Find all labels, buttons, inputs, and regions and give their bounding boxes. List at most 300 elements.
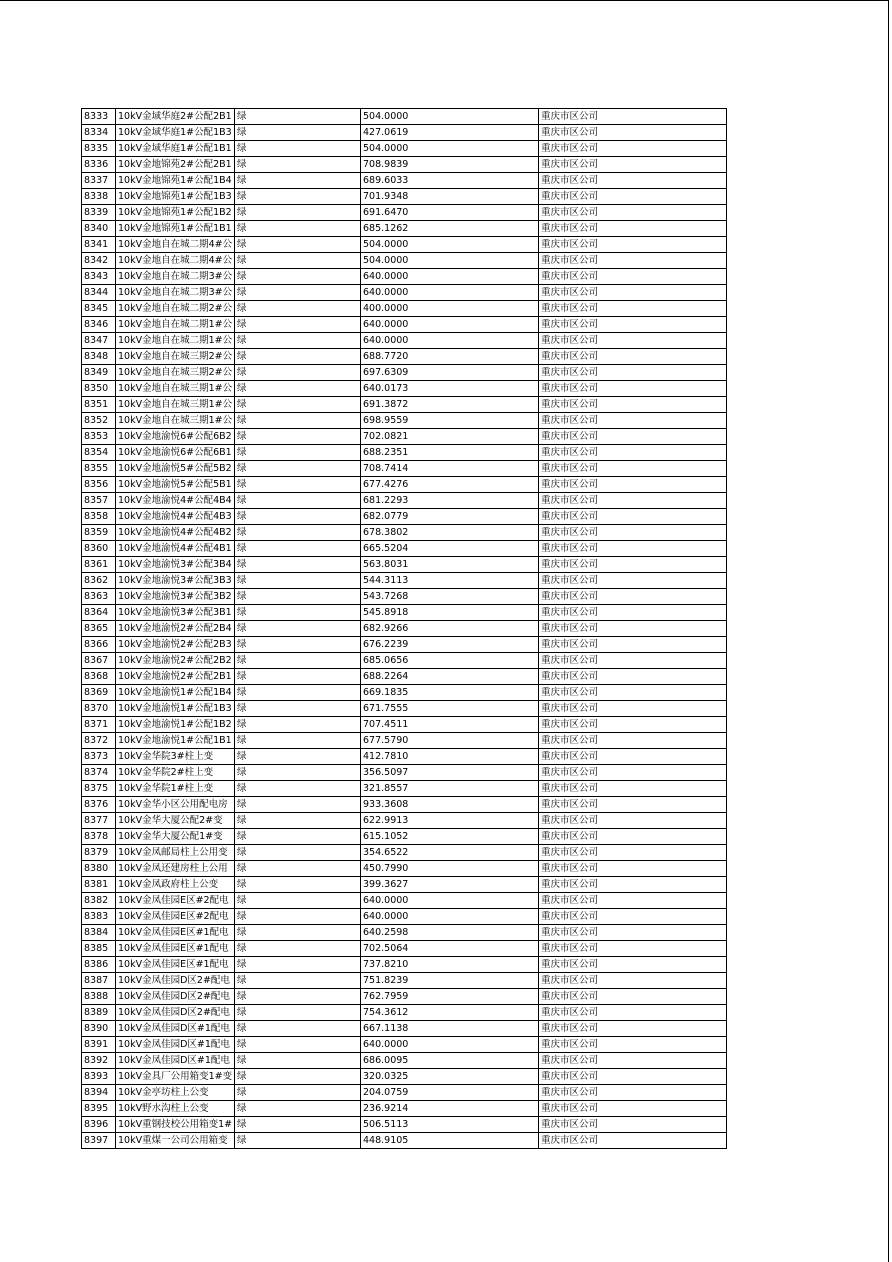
status-cell: 绿 [235, 541, 361, 557]
status-cell: 绿 [235, 653, 361, 669]
table-row [82, 1085, 727, 1101]
row-id-cell: 8370 [82, 701, 116, 717]
table-row [82, 525, 727, 541]
table-row [82, 365, 727, 381]
transformer-name-cell: 10kV金地自在城二期4#公 [116, 253, 235, 269]
table-row [82, 1053, 727, 1069]
value-cell: 545.8918 [361, 605, 539, 621]
transformer-name-cell: 10kV重钢技校公用箱变1# [116, 1117, 235, 1133]
company-cell: 重庆市区公司 [539, 141, 727, 157]
table-row [82, 109, 727, 125]
row-id-cell: 8338 [82, 189, 116, 205]
value-cell: 622.9913 [361, 813, 539, 829]
row-id-cell: 8347 [82, 333, 116, 349]
transformer-name-cell: 10kV金域华庭2#公配2B1 [116, 109, 235, 125]
status-cell: 绿 [235, 397, 361, 413]
row-id-cell: 8374 [82, 765, 116, 781]
transformer-name-cell: 10kV金地渝悦1#公配1B1 [116, 733, 235, 749]
table-row [82, 621, 727, 637]
transformer-name-cell: 10kV金地自在城二期1#公 [116, 317, 235, 333]
company-cell: 重庆市区公司 [539, 301, 727, 317]
company-cell: 重庆市区公司 [539, 605, 727, 621]
company-cell: 重庆市区公司 [539, 669, 727, 685]
value-cell: 676.2239 [361, 637, 539, 653]
transformer-name-cell: 10kV金地自在城二期3#公 [116, 285, 235, 301]
table-row [82, 253, 727, 269]
table-row [82, 461, 727, 477]
company-cell: 重庆市区公司 [539, 845, 727, 861]
row-id-cell: 8360 [82, 541, 116, 557]
transformer-name-cell: 10kV金地渝悦4#公配4B3 [116, 509, 235, 525]
row-id-cell: 8388 [82, 989, 116, 1005]
transformer-name-cell: 10kV金地锦苑1#公配1B3 [116, 189, 235, 205]
status-cell: 绿 [235, 189, 361, 205]
transformer-name-cell: 10kV金凤佳园E区#1配电 [116, 941, 235, 957]
transformer-name-cell: 10kV金地渝悦1#公配1B4 [116, 685, 235, 701]
table-row [82, 173, 727, 189]
value-cell: 640.0000 [361, 333, 539, 349]
table-row [82, 957, 727, 973]
row-id-cell: 8373 [82, 749, 116, 765]
table-row [82, 429, 727, 445]
value-cell: 689.6033 [361, 173, 539, 189]
row-id-cell: 8354 [82, 445, 116, 461]
transformer-name-cell: 10kV金地渝悦6#公配6B1 [116, 445, 235, 461]
row-id-cell: 8379 [82, 845, 116, 861]
transformer-name-cell: 10kV金地渝悦1#公配1B3 [116, 701, 235, 717]
company-cell: 重庆市区公司 [539, 781, 727, 797]
value-cell: 691.3872 [361, 397, 539, 413]
transformer-name-cell: 10kV金地自在城三期2#公 [116, 365, 235, 381]
company-cell: 重庆市区公司 [539, 1117, 727, 1133]
status-cell: 绿 [235, 413, 361, 429]
company-cell: 重庆市区公司 [539, 925, 727, 941]
table-row [82, 685, 727, 701]
transformer-name-cell: 10kV金地自在城三期1#公 [116, 381, 235, 397]
table-row [82, 989, 727, 1005]
status-cell: 绿 [235, 973, 361, 989]
transformer-name-cell: 10kV金凤还建房柱上公用 [116, 861, 235, 877]
status-cell: 绿 [235, 717, 361, 733]
company-cell: 重庆市区公司 [539, 237, 727, 253]
row-id-cell: 8339 [82, 205, 116, 221]
status-cell: 绿 [235, 477, 361, 493]
value-cell: 356.5097 [361, 765, 539, 781]
transformer-name-cell: 10kV金华大厦公配1#变 [116, 829, 235, 845]
row-id-cell: 8368 [82, 669, 116, 685]
row-id-cell: 8389 [82, 1005, 116, 1021]
value-cell: 702.5064 [361, 941, 539, 957]
company-cell: 重庆市区公司 [539, 797, 727, 813]
table-row [82, 893, 727, 909]
transformer-name-cell: 10kV金凤佳园D区2#配电 [116, 1005, 235, 1021]
row-id-cell: 8397 [82, 1133, 116, 1149]
value-cell: 682.9266 [361, 621, 539, 637]
transformer-name-cell: 10kV金华大厦公配2#变 [116, 813, 235, 829]
transformer-name-cell: 10kV金华院3#柱上变 [116, 749, 235, 765]
table-row [82, 717, 727, 733]
row-id-cell: 8391 [82, 1037, 116, 1053]
value-cell: 543.7268 [361, 589, 539, 605]
page-right-rule [888, 0, 889, 1262]
company-cell: 重庆市区公司 [539, 317, 727, 333]
value-cell: 504.0000 [361, 253, 539, 269]
status-cell: 绿 [235, 333, 361, 349]
value-cell: 236.9214 [361, 1101, 539, 1117]
status-cell: 绿 [235, 1133, 361, 1149]
value-cell: 933.3608 [361, 797, 539, 813]
row-id-cell: 8381 [82, 877, 116, 893]
status-cell: 绿 [235, 461, 361, 477]
value-cell: 667.1138 [361, 1021, 539, 1037]
value-cell: 640.0000 [361, 909, 539, 925]
table-row [82, 413, 727, 429]
table-row [82, 157, 727, 173]
transformer-name-cell: 10kV金凤佳园D区#1配电 [116, 1053, 235, 1069]
value-cell: 678.3802 [361, 525, 539, 541]
transformer-name-cell: 10kV金地自在城三期2#公 [116, 349, 235, 365]
company-cell: 重庆市区公司 [539, 653, 727, 669]
value-cell: 640.0000 [361, 1037, 539, 1053]
value-cell: 681.2293 [361, 493, 539, 509]
company-cell: 重庆市区公司 [539, 285, 727, 301]
status-cell: 绿 [235, 1117, 361, 1133]
status-cell: 绿 [235, 573, 361, 589]
row-id-cell: 8352 [82, 413, 116, 429]
row-id-cell: 8375 [82, 781, 116, 797]
table-row [82, 765, 727, 781]
row-id-cell: 8385 [82, 941, 116, 957]
row-id-cell: 8357 [82, 493, 116, 509]
status-cell: 绿 [235, 1053, 361, 1069]
value-cell: 504.0000 [361, 141, 539, 157]
table-row [82, 285, 727, 301]
company-cell: 重庆市区公司 [539, 1005, 727, 1021]
table-row [82, 637, 727, 653]
table-row [82, 1069, 727, 1085]
value-cell: 677.4276 [361, 477, 539, 493]
transformer-name-cell: 10kV金地锦苑2#公配2B1 [116, 157, 235, 173]
table-row [82, 269, 727, 285]
status-cell: 绿 [235, 1005, 361, 1021]
table-row [82, 701, 727, 717]
status-cell: 绿 [235, 989, 361, 1005]
company-cell: 重庆市区公司 [539, 1021, 727, 1037]
transformer-name-cell: 10kV金地渝悦3#公配3B2 [116, 589, 235, 605]
row-id-cell: 8383 [82, 909, 116, 925]
company-cell: 重庆市区公司 [539, 397, 727, 413]
transformer-name-cell: 10kV金地渝悦1#公配1B2 [116, 717, 235, 733]
company-cell: 重庆市区公司 [539, 957, 727, 973]
table-row [82, 749, 727, 765]
value-cell: 615.1052 [361, 829, 539, 845]
value-cell: 671.7555 [361, 701, 539, 717]
table-row [82, 781, 727, 797]
company-cell: 重庆市区公司 [539, 717, 727, 733]
status-cell: 绿 [235, 893, 361, 909]
table-row [82, 141, 727, 157]
value-cell: 686.0095 [361, 1053, 539, 1069]
transformer-name-cell: 10kV金地自在城三期1#公 [116, 397, 235, 413]
table-row [82, 237, 727, 253]
table-row [82, 189, 727, 205]
table-row [82, 653, 727, 669]
company-cell: 重庆市区公司 [539, 941, 727, 957]
row-id-cell: 8344 [82, 285, 116, 301]
table-row [82, 909, 727, 925]
table-row [82, 973, 727, 989]
transformer-name-cell: 10kV金华院1#柱上变 [116, 781, 235, 797]
table-row [82, 493, 727, 509]
value-cell: 640.0000 [361, 317, 539, 333]
row-id-cell: 8386 [82, 957, 116, 973]
company-cell: 重庆市区公司 [539, 621, 727, 637]
value-cell: 688.7720 [361, 349, 539, 365]
transformer-name-cell: 10kV金凤佳园D区#1配电 [116, 1021, 235, 1037]
value-cell: 688.2264 [361, 669, 539, 685]
company-cell: 重庆市区公司 [539, 877, 727, 893]
table-body [82, 109, 727, 1149]
status-cell: 绿 [235, 445, 361, 461]
row-id-cell: 8343 [82, 269, 116, 285]
table-row [82, 845, 727, 861]
value-cell: 399.3627 [361, 877, 539, 893]
company-cell: 重庆市区公司 [539, 637, 727, 653]
table-row [82, 733, 727, 749]
status-cell: 绿 [235, 605, 361, 621]
status-cell: 绿 [235, 285, 361, 301]
transformer-name-cell: 10kV金地渝悦6#公配6B2 [116, 429, 235, 445]
value-cell: 640.0000 [361, 893, 539, 909]
row-id-cell: 8358 [82, 509, 116, 525]
table-row [82, 477, 727, 493]
row-id-cell: 8392 [82, 1053, 116, 1069]
status-cell: 绿 [235, 1085, 361, 1101]
value-cell: 677.5790 [361, 733, 539, 749]
status-cell: 绿 [235, 749, 361, 765]
transformer-name-cell: 10kV金地渝悦2#公配2B4 [116, 621, 235, 637]
table-row [82, 445, 727, 461]
status-cell: 绿 [235, 621, 361, 637]
value-cell: 506.5113 [361, 1117, 539, 1133]
company-cell: 重庆市区公司 [539, 461, 727, 477]
row-id-cell: 8369 [82, 685, 116, 701]
value-cell: 544.3113 [361, 573, 539, 589]
table-row [82, 589, 727, 605]
company-cell: 重庆市区公司 [539, 269, 727, 285]
value-cell: 504.0000 [361, 237, 539, 253]
status-cell: 绿 [235, 685, 361, 701]
row-id-cell: 8382 [82, 893, 116, 909]
status-cell: 绿 [235, 109, 361, 125]
transformer-name-cell: 10kV金凤佳园E区#1配电 [116, 957, 235, 973]
company-cell: 重庆市区公司 [539, 701, 727, 717]
company-cell: 重庆市区公司 [539, 829, 727, 845]
transformer-name-cell: 10kV金地渝悦2#公配2B1 [116, 669, 235, 685]
company-cell: 重庆市区公司 [539, 909, 727, 925]
row-id-cell: 8340 [82, 221, 116, 237]
status-cell: 绿 [235, 925, 361, 941]
company-cell: 重庆市区公司 [539, 381, 727, 397]
transformer-name-cell: 10kV金华小区公用配电房 [116, 797, 235, 813]
status-cell: 绿 [235, 1037, 361, 1053]
transformer-name-cell: 10kV金地自在城二期4#公 [116, 237, 235, 253]
value-cell: 754.3612 [361, 1005, 539, 1021]
company-cell: 重庆市区公司 [539, 1037, 727, 1053]
transformer-name-cell: 10kV金地渝悦4#公配4B2 [116, 525, 235, 541]
table-row [82, 1005, 727, 1021]
status-cell: 绿 [235, 381, 361, 397]
company-cell: 重庆市区公司 [539, 749, 727, 765]
status-cell: 绿 [235, 829, 361, 845]
row-id-cell: 8355 [82, 461, 116, 477]
value-cell: 640.0000 [361, 269, 539, 285]
transformer-name-cell: 10kV金具厂公用箱变1#变 [116, 1069, 235, 1085]
company-cell: 重庆市区公司 [539, 1133, 727, 1149]
row-id-cell: 8396 [82, 1117, 116, 1133]
company-cell: 重庆市区公司 [539, 477, 727, 493]
value-cell: 762.7959 [361, 989, 539, 1005]
company-cell: 重庆市区公司 [539, 333, 727, 349]
company-cell: 重庆市区公司 [539, 541, 727, 557]
status-cell: 绿 [235, 637, 361, 653]
row-id-cell: 8356 [82, 477, 116, 493]
company-cell: 重庆市区公司 [539, 733, 727, 749]
status-cell: 绿 [235, 733, 361, 749]
table-row [82, 509, 727, 525]
status-cell: 绿 [235, 205, 361, 221]
table-row [82, 797, 727, 813]
row-id-cell: 8333 [82, 109, 116, 125]
value-cell: 708.9839 [361, 157, 539, 173]
value-cell: 450.7990 [361, 861, 539, 877]
transformer-name-cell: 10kV金地渝悦3#公配3B4 [116, 557, 235, 573]
row-id-cell: 8334 [82, 125, 116, 141]
transformer-name-cell: 10kV金地渝悦2#公配2B2 [116, 653, 235, 669]
value-cell: 737.8210 [361, 957, 539, 973]
value-cell: 691.6470 [361, 205, 539, 221]
table-row [82, 541, 727, 557]
transformer-name-cell: 10kV金地渝悦4#公配4B1 [116, 541, 235, 557]
value-cell: 640.0000 [361, 285, 539, 301]
status-cell: 绿 [235, 909, 361, 925]
transformer-name-cell: 10kV金地渝悦2#公配2B3 [116, 637, 235, 653]
table-row [82, 941, 727, 957]
row-id-cell: 8351 [82, 397, 116, 413]
transformer-name-cell: 10kV金地锦苑1#公配1B2 [116, 205, 235, 221]
company-cell: 重庆市区公司 [539, 509, 727, 525]
transformer-name-cell: 10kV金凤佳园E区#1配电 [116, 925, 235, 941]
value-cell: 412.7810 [361, 749, 539, 765]
row-id-cell: 8390 [82, 1021, 116, 1037]
company-cell: 重庆市区公司 [539, 189, 727, 205]
row-id-cell: 8371 [82, 717, 116, 733]
company-cell: 重庆市区公司 [539, 1085, 727, 1101]
company-cell: 重庆市区公司 [539, 205, 727, 221]
row-id-cell: 8394 [82, 1085, 116, 1101]
value-cell: 698.9559 [361, 413, 539, 429]
row-id-cell: 8393 [82, 1069, 116, 1085]
company-cell: 重庆市区公司 [539, 125, 727, 141]
company-cell: 重庆市区公司 [539, 429, 727, 445]
company-cell: 重庆市区公司 [539, 813, 727, 829]
value-cell: 354.6522 [361, 845, 539, 861]
row-id-cell: 8350 [82, 381, 116, 397]
row-id-cell: 8346 [82, 317, 116, 333]
company-cell: 重庆市区公司 [539, 685, 727, 701]
status-cell: 绿 [235, 765, 361, 781]
transformer-name-cell: 10kV金地锦苑1#公配1B4 [116, 173, 235, 189]
company-cell: 重庆市区公司 [539, 413, 727, 429]
transformer-name-cell: 10kV金域华庭1#公配1B3 [116, 125, 235, 141]
row-id-cell: 8363 [82, 589, 116, 605]
row-id-cell: 8365 [82, 621, 116, 637]
transformer-name-cell: 10kV野水沟柱上公变 [116, 1101, 235, 1117]
status-cell: 绿 [235, 509, 361, 525]
transformer-name-cell: 10kV金地自在城三期1#公 [116, 413, 235, 429]
company-cell: 重庆市区公司 [539, 557, 727, 573]
value-cell: 665.5204 [361, 541, 539, 557]
value-cell: 685.0656 [361, 653, 539, 669]
status-cell: 绿 [235, 525, 361, 541]
table-row [82, 205, 727, 221]
row-id-cell: 8395 [82, 1101, 116, 1117]
transformer-name-cell: 10kV金地自在城二期1#公 [116, 333, 235, 349]
row-id-cell: 8335 [82, 141, 116, 157]
status-cell: 绿 [235, 429, 361, 445]
row-id-cell: 8337 [82, 173, 116, 189]
status-cell: 绿 [235, 877, 361, 893]
company-cell: 重庆市区公司 [539, 221, 727, 237]
value-cell: 640.2598 [361, 925, 539, 941]
row-id-cell: 8353 [82, 429, 116, 445]
company-cell: 重庆市区公司 [539, 861, 727, 877]
page-top-rule [0, 0, 889, 1]
company-cell: 重庆市区公司 [539, 893, 727, 909]
table-row [82, 557, 727, 573]
status-cell: 绿 [235, 669, 361, 685]
value-cell: 321.8557 [361, 781, 539, 797]
status-cell: 绿 [235, 813, 361, 829]
table-row [82, 1101, 727, 1117]
table-row [82, 301, 727, 317]
transformer-name-cell: 10kV金地自在城二期3#公 [116, 269, 235, 285]
transformer-name-cell: 10kV金地渝悦3#公配3B1 [116, 605, 235, 621]
company-cell: 重庆市区公司 [539, 989, 727, 1005]
value-cell: 688.2351 [361, 445, 539, 461]
table-row [82, 829, 727, 845]
row-id-cell: 8366 [82, 637, 116, 653]
transformer-name-cell: 10kV重煤一公司公用箱变 [116, 1133, 235, 1149]
company-cell: 重庆市区公司 [539, 493, 727, 509]
status-cell: 绿 [235, 493, 361, 509]
transformer-name-cell: 10kV金地自在城二期2#公 [116, 301, 235, 317]
company-cell: 重庆市区公司 [539, 173, 727, 189]
status-cell: 绿 [235, 701, 361, 717]
status-cell: 绿 [235, 301, 361, 317]
status-cell: 绿 [235, 221, 361, 237]
company-cell: 重庆市区公司 [539, 109, 727, 125]
value-cell: 669.1835 [361, 685, 539, 701]
status-cell: 绿 [235, 1069, 361, 1085]
row-id-cell: 8378 [82, 829, 116, 845]
company-cell: 重庆市区公司 [539, 589, 727, 605]
transformer-name-cell: 10kV金地渝悦5#公配5B1 [116, 477, 235, 493]
value-cell: 682.0779 [361, 509, 539, 525]
row-id-cell: 8348 [82, 349, 116, 365]
table-row [82, 333, 727, 349]
value-cell: 204.0759 [361, 1085, 539, 1101]
